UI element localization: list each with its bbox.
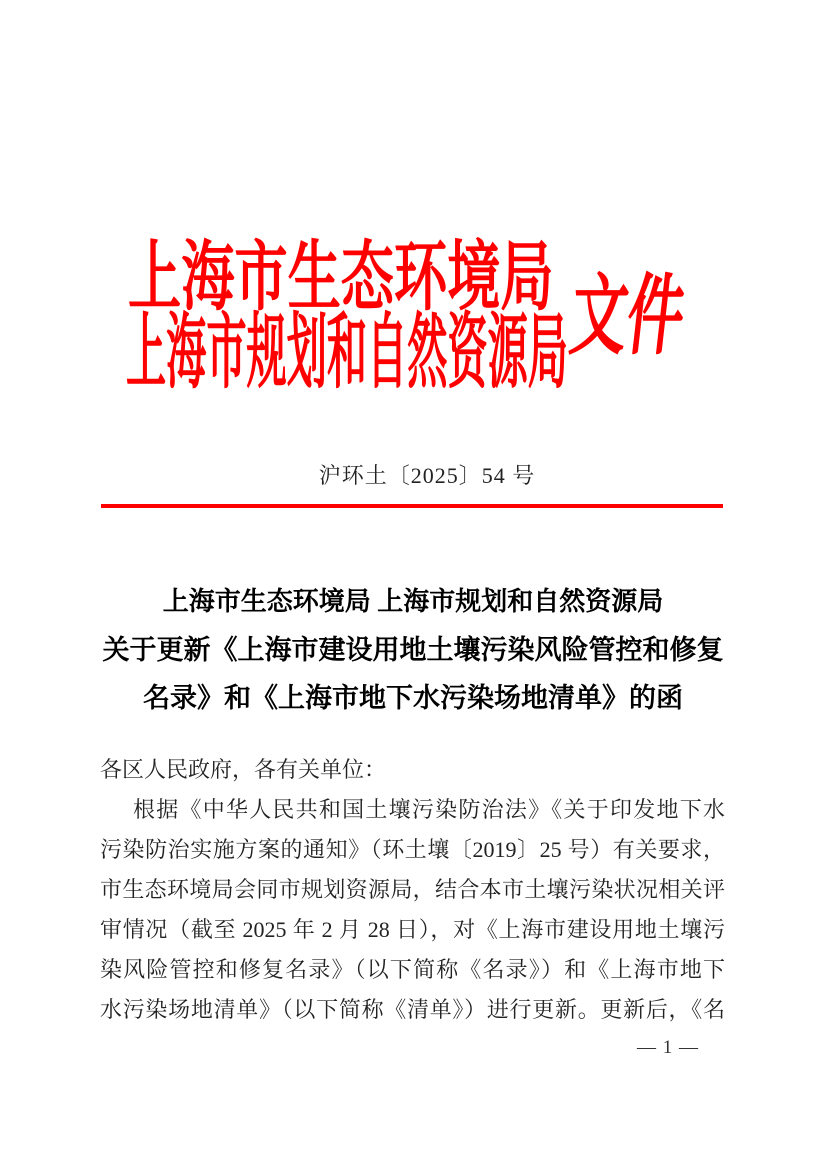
- document-title: [100, 578, 726, 722]
- document-title-line-2: 关于更新《上海市建设用地土壤污染风险管控和修复: [102, 635, 724, 665]
- body-text-line: 审情况（截至 2025 年 2 月 28 日），对《上海市建设用地土壤污: [100, 917, 725, 942]
- document-reference-number: 沪环土〔2025〕54 号: [318, 463, 536, 488]
- body-text-line: 市生态环境局会同市规划资源局，结合本市土壤污染状况相关评: [100, 877, 725, 902]
- document-title-line-1: 上海市生态环境局 上海市规划和自然资源局: [162, 587, 664, 616]
- document-body: [100, 750, 725, 1030]
- body-text-line: 染风险管控和修复名录》（以下简称《名录》）和《上海市地下: [100, 957, 725, 982]
- document-title-line-3: 名录》和《上海市地下水污染场地清单》的函: [143, 683, 683, 713]
- letterhead-agency-1: 上海市生态环境局: [128, 236, 554, 320]
- body-text-line: 水污染场地清单》（以下简称《清单》）进行更新。更新后，《名: [100, 997, 725, 1022]
- body-text-line: 污染防治实施方案的通知》（环土壤〔2019〕25 号）有关要求，: [100, 837, 725, 862]
- letterhead-agency-2: 上海市规划和自然资源局: [126, 307, 568, 398]
- body-text-line: 根据《中华人民共和国土壤污染防治法》《关于印发地下水: [133, 797, 725, 822]
- page-number: — 1 —: [637, 1037, 699, 1058]
- letterhead-doc-type-label: 文件: [565, 269, 690, 366]
- header-separator-line: [101, 504, 723, 508]
- salutation-line: 各区人民政府，各有关单位：: [100, 757, 387, 782]
